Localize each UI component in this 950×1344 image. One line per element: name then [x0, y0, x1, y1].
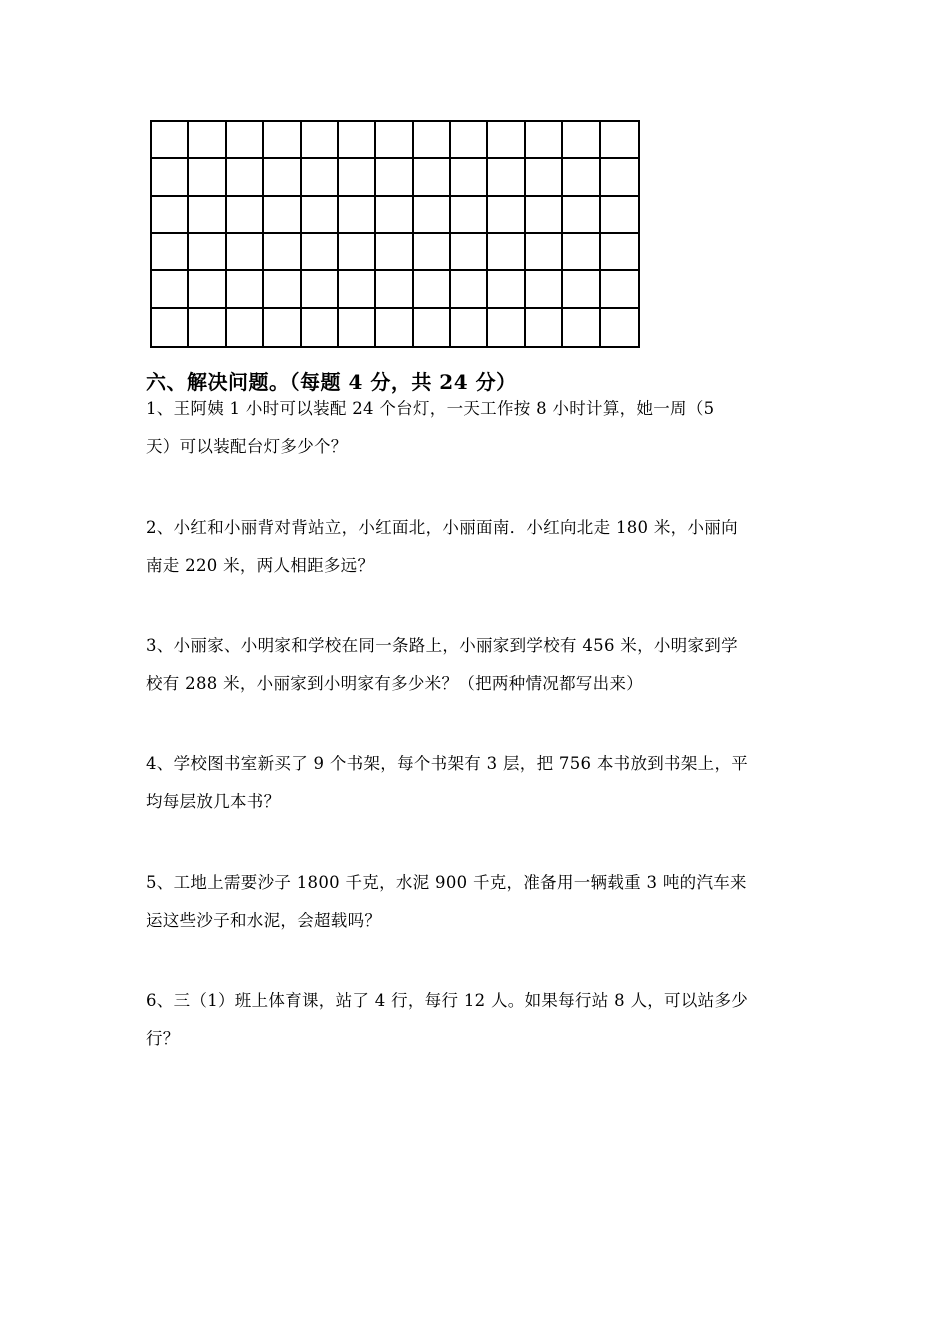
grid-cell	[601, 271, 638, 308]
question-line: 行？	[146, 1029, 180, 1048]
question-line: 4、学校图书室新买了 9 个书架，每个书架有 3 层，把 756 本书放到书架上，平	[146, 754, 749, 773]
grid-cell	[264, 234, 301, 271]
grid-cell	[152, 309, 189, 346]
grid-cell	[488, 122, 525, 159]
answer-grid	[150, 120, 640, 348]
grid-cell	[339, 234, 376, 271]
grid-cell	[488, 271, 525, 308]
grid-cell	[601, 122, 638, 159]
grid-cell	[152, 271, 189, 308]
question-line: 南走 220 米，两人相距多远？	[146, 556, 375, 575]
question-3	[146, 627, 816, 703]
grid-cell	[302, 122, 339, 159]
grid-cell	[451, 122, 488, 159]
grid-cell	[601, 197, 638, 234]
grid-cell	[376, 271, 413, 308]
grid-cell	[488, 234, 525, 271]
question-line: 1、王阿姨 1 小时可以装配 24 个台灯，一天工作按 8 小时计算，她一周（5	[146, 399, 715, 418]
grid-cell	[227, 122, 264, 159]
grid-cell	[526, 159, 563, 196]
grid-cell	[451, 309, 488, 346]
grid-cell	[227, 197, 264, 234]
grid-cell	[414, 309, 451, 346]
grid-cell	[563, 309, 600, 346]
grid-cell	[339, 122, 376, 159]
grid-cell	[227, 271, 264, 308]
grid-cell	[601, 309, 638, 346]
question-line: 6、三（1）班上体育课，站了 4 行，每行 12 人。如果每行站 8 人，可以站多少	[146, 991, 749, 1010]
grid-cell	[264, 271, 301, 308]
grid-cell	[563, 197, 600, 234]
grid-cell	[376, 234, 413, 271]
grid-cell	[488, 197, 525, 234]
question-line: 2、小红和小丽背对背站立，小红面北，小丽面南．小红向北走 180 米，小丽向	[146, 518, 738, 537]
grid-cell	[451, 234, 488, 271]
question-line: 3、小丽家、小明家和学校在同一条路上，小丽家到学校有 456 米，小明家到学	[146, 636, 738, 655]
grid-cell	[152, 234, 189, 271]
grid-cell	[189, 197, 226, 234]
grid-cell	[526, 271, 563, 308]
grid-cell	[189, 159, 226, 196]
grid-cell	[376, 309, 413, 346]
grid-cell	[339, 271, 376, 308]
grid-cell	[376, 159, 413, 196]
grid-cell	[264, 159, 301, 196]
grid-cell	[563, 271, 600, 308]
grid-cell	[302, 234, 339, 271]
grid-cell	[264, 309, 301, 346]
grid-cell	[526, 309, 563, 346]
grid-cell	[526, 122, 563, 159]
grid-cell	[264, 197, 301, 234]
grid-cell	[526, 197, 563, 234]
grid-cell	[601, 159, 638, 196]
question-2	[146, 509, 816, 585]
grid-cell	[563, 122, 600, 159]
grid-cell	[414, 159, 451, 196]
question-line: 均每层放几本书？	[146, 792, 281, 811]
question-1	[146, 390, 816, 466]
grid-cell	[563, 159, 600, 196]
section-title: 六、解决问题。（每题 4 分，共 24 分）	[146, 370, 517, 394]
grid-cell	[227, 309, 264, 346]
grid-cell	[376, 122, 413, 159]
grid-cell	[339, 309, 376, 346]
grid-cell	[414, 271, 451, 308]
grid-cell	[302, 271, 339, 308]
grid-cell	[189, 309, 226, 346]
grid-cell	[302, 309, 339, 346]
grid-cell	[339, 197, 376, 234]
question-line: 运这些沙子和水泥，会超载吗？	[146, 911, 382, 930]
grid-cell	[414, 197, 451, 234]
grid-cell	[152, 122, 189, 159]
grid-cell	[227, 159, 264, 196]
grid-cell	[563, 234, 600, 271]
grid-cell	[451, 197, 488, 234]
grid-cell	[414, 234, 451, 271]
grid-cell	[488, 159, 525, 196]
grid-cell	[152, 197, 189, 234]
grid-cell	[302, 197, 339, 234]
grid-cell	[376, 197, 413, 234]
question-5	[146, 864, 816, 940]
grid-cell	[302, 159, 339, 196]
question-line: 校有 288 米，小丽家到小明家有多少米？（把两种情况都写出来）	[146, 674, 644, 693]
grid-cell	[152, 159, 189, 196]
grid-cell	[414, 122, 451, 159]
grid-cell	[488, 309, 525, 346]
grid-cell	[526, 234, 563, 271]
grid-cell	[189, 122, 226, 159]
question-4	[146, 745, 816, 821]
grid-cell	[264, 122, 301, 159]
grid-cell	[189, 271, 226, 308]
grid-cell	[339, 159, 376, 196]
grid-cell	[189, 234, 226, 271]
question-line: 天）可以装配台灯多少个？	[146, 437, 348, 456]
question-line: 5、工地上需要沙子 1800 千克，水泥 900 千克，准备用一辆载重 3 吨的汽车来	[146, 873, 747, 892]
grid-cell	[601, 234, 638, 271]
question-6	[146, 982, 816, 1058]
grid-cell	[451, 159, 488, 196]
grid-cell	[451, 271, 488, 308]
grid-cell	[227, 234, 264, 271]
